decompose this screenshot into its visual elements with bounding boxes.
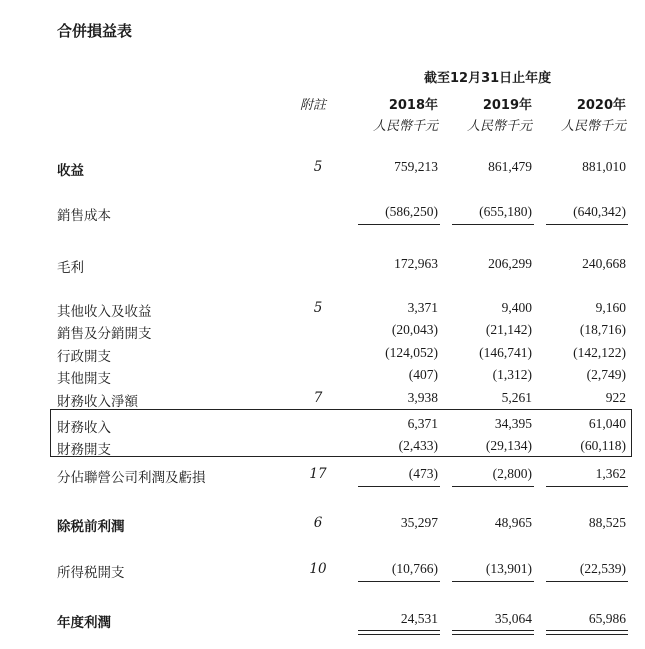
row-value-2020: (22,539) (579, 561, 626, 576)
row-note: 6 (313, 515, 323, 531)
row-value-2018: 6,371 (407, 416, 438, 431)
period-header: 截至12月31日止年度 (424, 71, 552, 86)
row-value-2019: (13,901) (485, 561, 532, 576)
subtotal-rule (358, 581, 440, 582)
subtotal-rule (546, 224, 628, 225)
row-label: 其他收入及收益 (57, 304, 152, 320)
row-value-2019: 5,261 (501, 390, 532, 405)
row-value-2019: (21,142) (485, 322, 532, 337)
subtotal-rule (358, 486, 440, 487)
row-value-2020: 922 (605, 390, 626, 405)
note-column-header: 附註 (300, 98, 327, 113)
unit-header-2020: 人民幣千元 (560, 119, 626, 134)
subtotal-rule (546, 581, 628, 582)
row-value-2018: 172,963 (394, 256, 438, 271)
row-value-2019: (2,800) (492, 466, 532, 481)
total-double-rule (452, 630, 534, 635)
row-label: 財務收入淨額 (57, 394, 138, 410)
row-value-2020: (142,122) (573, 345, 626, 360)
row-label: 毛利 (57, 260, 84, 276)
row-value-2020: 881,010 (582, 159, 626, 174)
row-value-2019: 206,299 (488, 256, 532, 271)
row-note: 17 (309, 466, 327, 482)
row-label: 行政開支 (57, 349, 111, 365)
subtotal-rule (358, 224, 440, 225)
row-value-2018: 35,297 (400, 515, 438, 530)
row-value-2019: 48,965 (494, 515, 532, 530)
row-value-2020: 61,040 (588, 416, 626, 431)
subtotal-rule (546, 486, 628, 487)
row-note: 5 (313, 159, 323, 175)
total-double-rule (546, 630, 628, 635)
row-value-2018: 24,531 (400, 611, 438, 626)
statement-title: 合併損益表 (57, 22, 133, 40)
row-value-2020: 9,160 (595, 300, 626, 315)
total-double-rule (358, 630, 440, 635)
row-value-2020: (640,342) (573, 204, 626, 219)
unit-header-2019: 人民幣千元 (466, 119, 532, 134)
row-value-2018: (20,043) (391, 322, 438, 337)
row-label: 財務開支 (57, 442, 111, 458)
row-note: 5 (313, 300, 323, 316)
row-value-2019: (1,312) (492, 367, 532, 382)
row-value-2018: 3,371 (407, 300, 438, 315)
row-value-2020: 1,362 (595, 466, 626, 481)
row-label: 分佔聯營公司利潤及虧損 (57, 470, 206, 486)
row-value-2018: (10,766) (391, 561, 438, 576)
row-value-2018: 759,213 (394, 159, 438, 174)
row-label: 銷售成本 (57, 208, 111, 224)
subtotal-rule (452, 224, 534, 225)
row-label: 其他開支 (57, 371, 111, 387)
row-label: 財務收入 (57, 420, 111, 436)
row-value-2020: (18,716) (579, 322, 626, 337)
row-note: 7 (313, 390, 323, 406)
row-value-2019: (146,741) (479, 345, 532, 360)
subtotal-rule (452, 581, 534, 582)
subtotal-rule (452, 486, 534, 487)
row-label: 收益 (57, 163, 84, 179)
row-note: 10 (309, 561, 327, 577)
row-value-2019: 9,400 (501, 300, 532, 315)
row-value-2020: (2,749) (586, 367, 626, 382)
row-value-2018: 3,938 (407, 390, 438, 405)
row-label: 年度利潤 (57, 615, 111, 631)
row-value-2018: (2,433) (398, 438, 438, 453)
row-label: 所得税開支 (57, 565, 125, 581)
row-value-2018: (124,052) (385, 345, 438, 360)
year-header-2018: 2018年 (388, 98, 438, 113)
finance-breakdown-box (50, 409, 632, 457)
year-header-2019: 2019年 (482, 98, 532, 113)
row-value-2019: 35,064 (494, 611, 532, 626)
row-value-2018: (586,250) (385, 204, 438, 219)
row-value-2019: (655,180) (479, 204, 532, 219)
row-value-2018: (473) (408, 466, 438, 481)
unit-header-2018: 人民幣千元 (372, 119, 438, 134)
year-header-2020: 2020年 (576, 98, 626, 113)
row-value-2020: (60,118) (580, 438, 626, 453)
row-value-2020: 65,986 (588, 611, 626, 626)
row-value-2019: 861,479 (488, 159, 532, 174)
row-value-2020: 240,668 (582, 256, 626, 271)
row-value-2018: (407) (408, 367, 438, 382)
row-value-2019: (29,134) (485, 438, 532, 453)
row-label: 除税前利潤 (57, 519, 125, 535)
row-value-2019: 34,395 (494, 416, 532, 431)
row-label: 銷售及分銷開支 (57, 326, 152, 342)
row-value-2020: 88,525 (588, 515, 626, 530)
